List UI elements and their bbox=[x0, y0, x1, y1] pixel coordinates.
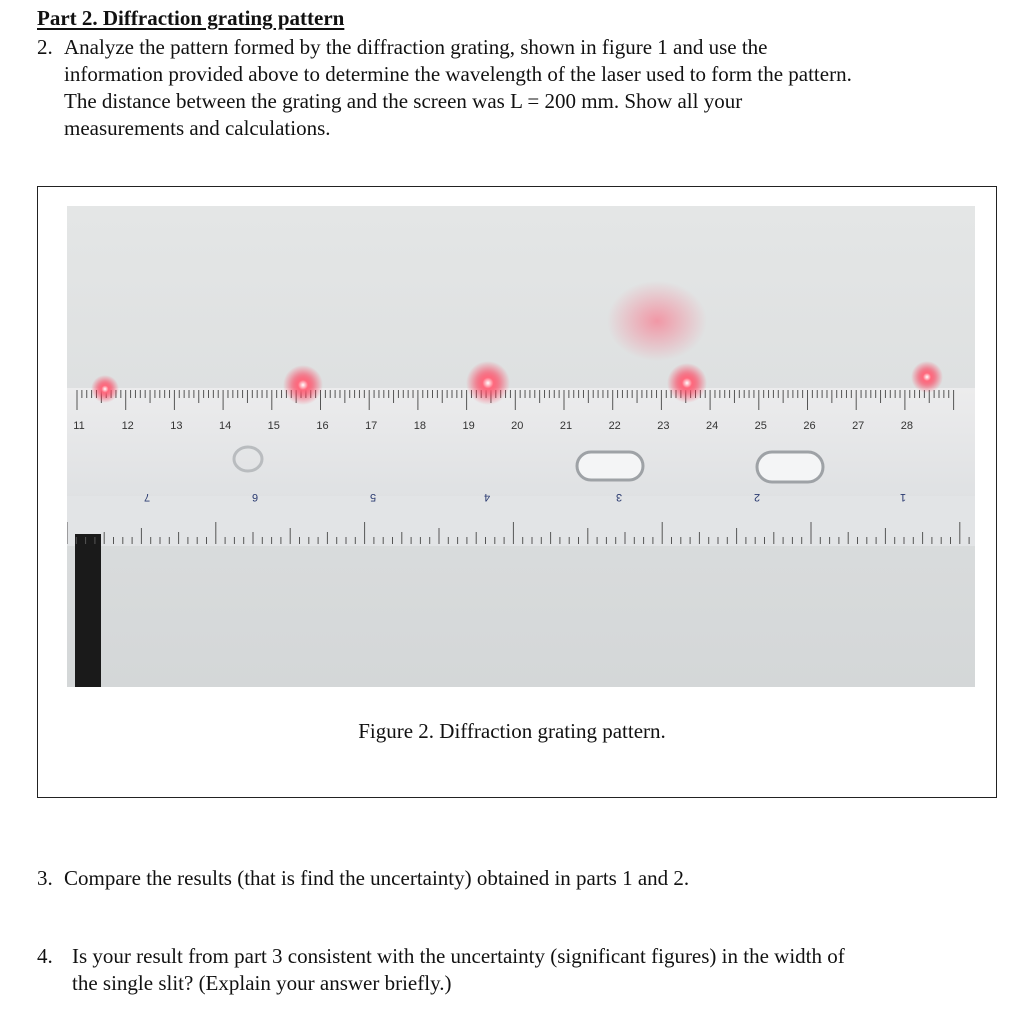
question-text bbox=[64, 34, 852, 142]
question-line: Is your result from part 3 consistent with the uncertainty (significant figures) in the width of bbox=[72, 944, 845, 968]
ruler-number: 3 bbox=[615, 491, 623, 503]
laser-dot bbox=[283, 365, 323, 405]
laser-dot bbox=[91, 375, 119, 403]
ruler-number: 14 bbox=[218, 420, 232, 432]
question-text: Compare the results (that is find the uncertainty) obtained in parts 1 and 2. bbox=[64, 866, 690, 890]
ruler-number: 13 bbox=[170, 420, 183, 432]
ruler-number: 28 bbox=[900, 420, 914, 432]
question-text bbox=[72, 943, 845, 997]
question-line: The distance between the grating and the screen was L = 200 mm. Show all your bbox=[64, 89, 743, 113]
section-heading: Part 2. Diffraction grating pattern bbox=[37, 6, 345, 30]
ruler-number: 23 bbox=[657, 420, 670, 432]
ruler-number: 20 bbox=[511, 420, 524, 432]
ruler-number: 24 bbox=[705, 420, 719, 432]
question-number: 4. bbox=[37, 944, 53, 968]
ruler-number: 1 bbox=[899, 491, 907, 503]
ruler-number: 12 bbox=[121, 420, 134, 432]
black-edge bbox=[75, 534, 101, 687]
laser-dot bbox=[466, 361, 510, 405]
ruler-body bbox=[67, 388, 975, 498]
ruler-number: 26 bbox=[803, 420, 816, 432]
ruler-number: 17 bbox=[365, 420, 378, 432]
laser-dot bbox=[667, 363, 707, 403]
question-line: information provided above to determine the wavelength of the laser used to form the pattern. bbox=[64, 62, 852, 86]
ruler-number: 22 bbox=[608, 420, 621, 432]
laser-dot bbox=[911, 361, 943, 393]
ruler-number: 2 bbox=[753, 491, 761, 503]
figure-caption: Figure 2. Diffraction grating pattern. bbox=[358, 719, 666, 743]
laser-haze bbox=[607, 281, 707, 361]
ruler-number: 19 bbox=[462, 420, 475, 432]
ruler-number: 4 bbox=[483, 491, 491, 503]
ruler-number: 6 bbox=[251, 491, 259, 503]
ruler-number: 21 bbox=[559, 420, 573, 432]
ruler-number: 18 bbox=[413, 420, 427, 432]
question-line: measurements and calculations. bbox=[64, 116, 331, 140]
ruler-slot bbox=[757, 452, 823, 482]
ruler-number: 25 bbox=[754, 420, 767, 432]
ruler-number: 15 bbox=[267, 420, 280, 432]
ruler-number: 27 bbox=[852, 420, 865, 432]
question-number: 3. bbox=[37, 866, 53, 890]
question-line: Analyze the pattern formed by the diffraction grating, shown in figure 1 and use the bbox=[64, 35, 768, 59]
photo-drawing bbox=[67, 206, 975, 687]
ruler-number: 7 bbox=[143, 491, 151, 503]
ruler-number: 5 bbox=[369, 491, 377, 503]
question-line: the single slit? (Explain your answer briefly.) bbox=[72, 971, 452, 995]
ruler-number: 16 bbox=[316, 420, 329, 432]
diffraction-photo bbox=[67, 206, 975, 687]
ruler-number: 11 bbox=[73, 420, 85, 432]
question-number: 2. bbox=[37, 35, 53, 59]
ruler-slot bbox=[577, 452, 643, 480]
